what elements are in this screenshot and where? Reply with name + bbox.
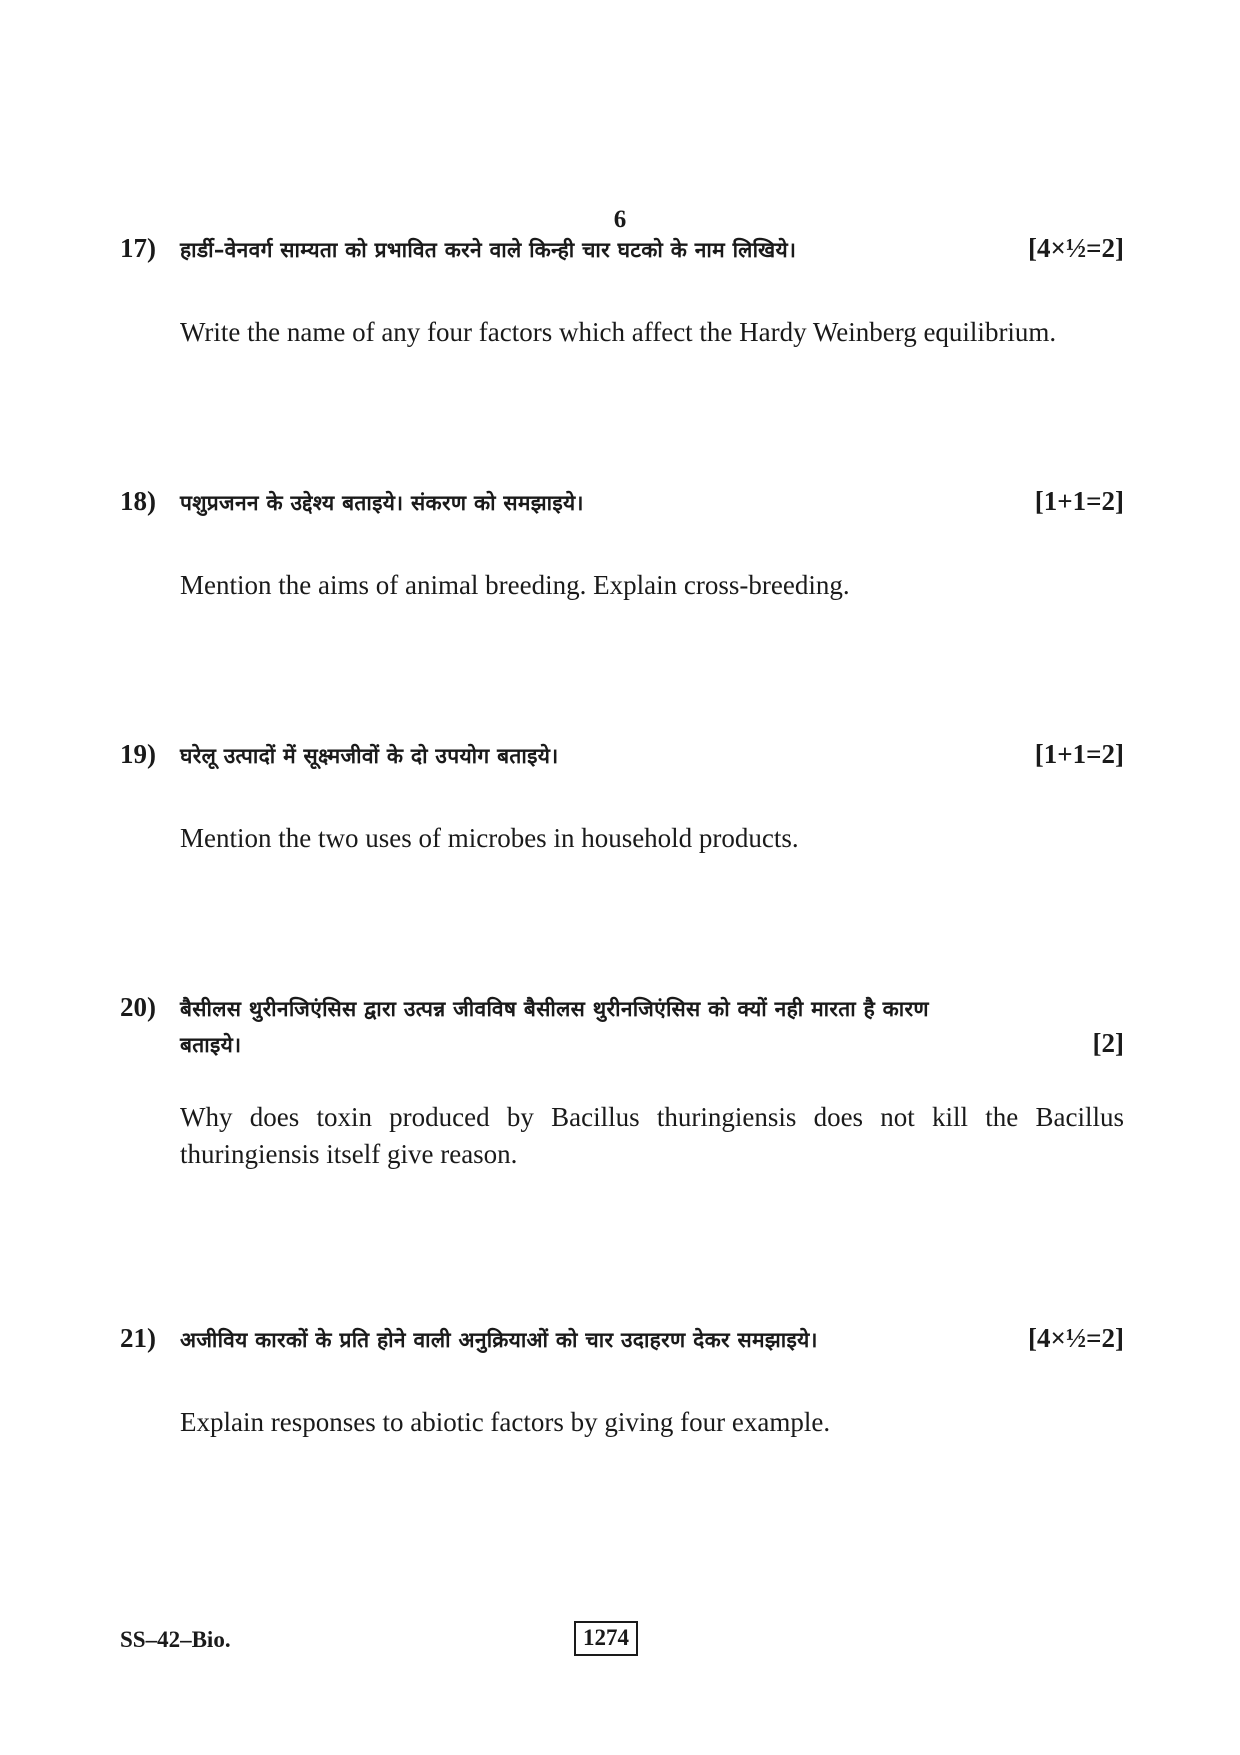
question-18 [120, 485, 1124, 604]
paper-number-box: 1274 [574, 1621, 638, 1656]
question-english-text: Explain responses to abiotic factors by giving four example. [180, 1407, 831, 1437]
question-number: 21) [120, 1323, 156, 1353]
page-number: 6 [613, 206, 627, 233]
question-20 [120, 991, 1124, 1173]
paper-code: SS–42–Bio. [120, 1627, 231, 1652]
question-english-text: Write the name of any four factors which affect the Hardy Weinberg equilibrium. [180, 317, 1057, 347]
question-hindi-continuation [180, 1027, 1124, 1063]
question-english-text: Mention the aims of animal breeding. Explain cross-breeding. [180, 570, 850, 600]
question-marks: [4×½=2] [1027, 233, 1124, 263]
question-marks: [1+1=2] [1034, 486, 1124, 516]
question-hindi-text: घरेलू उत्पादों में सूक्ष्मजीवों के दो उपयोग बताइये। [180, 744, 559, 768]
question-number: 20) [120, 992, 156, 1022]
question-marks: [1+1=2] [1034, 739, 1124, 769]
question-hindi-text: हार्डी–वेनवर्ग साम्यता को प्रभावित करने वाले किन्ही चार घटको के नाम लिखिये। [180, 238, 797, 262]
question-header [120, 738, 1124, 774]
question-17 [120, 232, 1124, 351]
question-number: 17) [120, 233, 156, 263]
question-header [120, 485, 1124, 521]
question-header [120, 232, 1124, 268]
question-hindi-text: पशुप्रजनन के उद्देश्य बताइये। संकरण को समझाइये। [180, 491, 584, 515]
question-number: 19) [120, 739, 156, 769]
question-hindi-text-line1: बैसीलस थुरीनजिएंसिस द्वारा उत्पन्न जीवविष बैसीलस थुरीनजिएंसिस को क्यों नही मारता है कारण [180, 997, 929, 1021]
question-english-text: Mention the two uses of microbes in household products. [180, 823, 799, 853]
question-english-text: Why does toxin produced by Bacillus thuringiensis does not kill the Bacillus thuringiensis itself give reason. [180, 1102, 1124, 1169]
question-hindi-text: अजीविय कारकों के प्रति होने वाली अनुक्रियाओं को चार उदाहरण देकर समझाइये। [180, 1328, 818, 1352]
question-hindi-text-line2: बताइये। [180, 1033, 242, 1057]
question-19 [120, 738, 1124, 857]
question-marks: [2] [1092, 1028, 1124, 1058]
question-marks: [4×½=2] [1027, 1323, 1124, 1353]
question-21 [120, 1322, 1124, 1441]
question-header [120, 991, 1124, 1027]
question-number: 18) [120, 486, 156, 516]
question-header [120, 1322, 1124, 1358]
